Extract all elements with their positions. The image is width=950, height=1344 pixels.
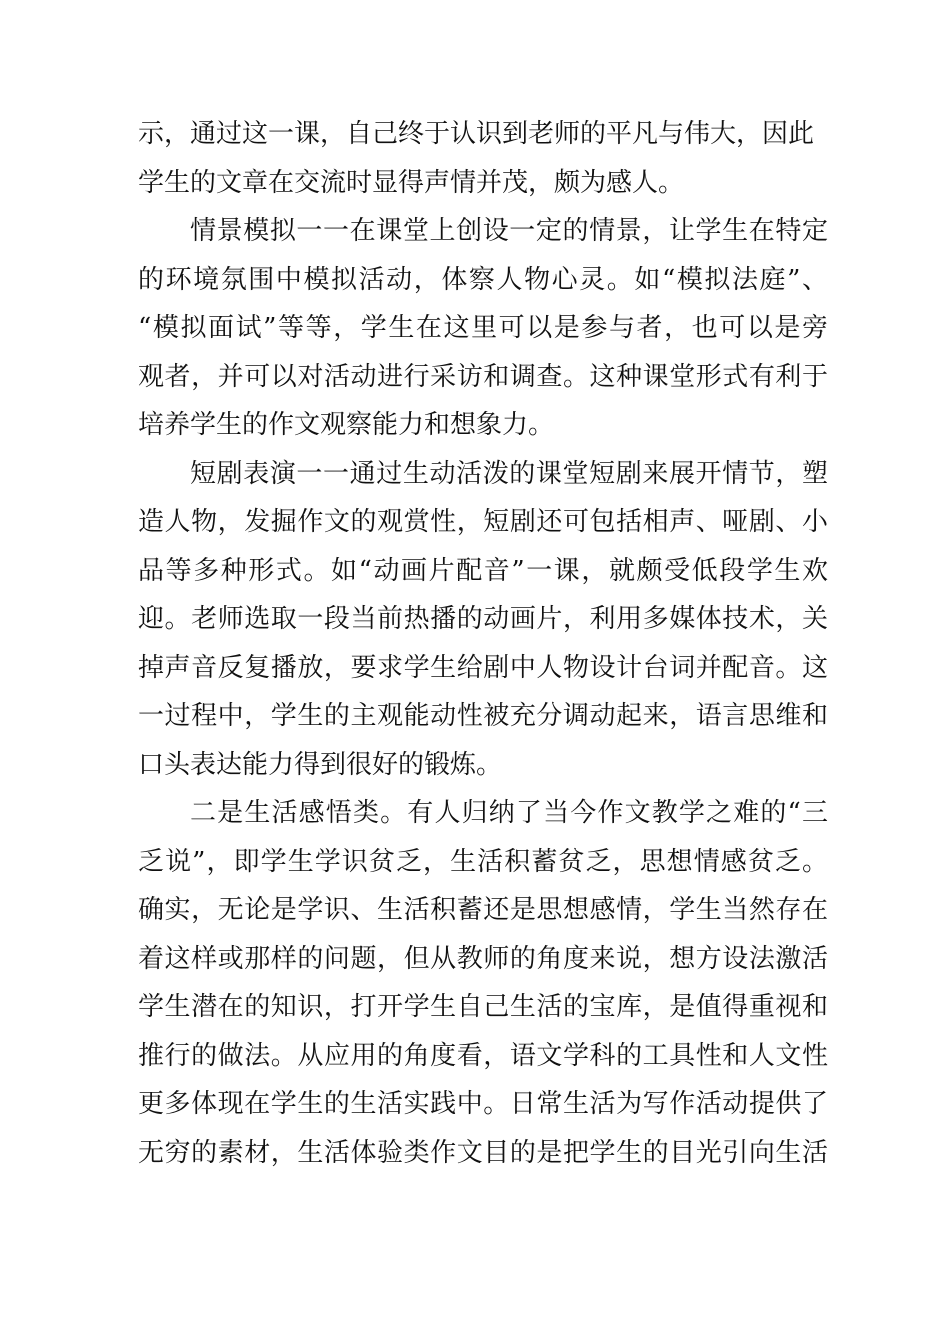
text-line: 口头表达能力得到很好的锻炼。 xyxy=(138,749,503,780)
text-line: 着这样或那样的问题，但从教师的角度来说，想方设法激活 xyxy=(138,943,828,974)
text-line: 无穷的素材，生活体验类作文目的是把学生的目光引向生活 xyxy=(138,1137,828,1168)
text-line: 学生的文章在交流时显得声情并茂，颇为感人。 xyxy=(138,167,685,198)
paragraph-first-line: 短剧表演一一通过生动活泼的课堂短剧来展开情节，塑 xyxy=(190,458,828,489)
text-line: 的环境氛围中模拟活动，体察人物心灵。如“模拟法庭”、 xyxy=(138,264,828,295)
paragraph-first-line: 二是生活感悟类。有人归纳了当今作文教学之难的“三 xyxy=(190,798,828,828)
text-line: 确实，无论是学识、生活积蓄还是思想感情，学生当然存在 xyxy=(138,895,828,925)
text-line: 更多体现在学生的生活实践中。日常生活为写作活动提供了 xyxy=(138,1089,828,1119)
text-line: “模拟面试”等等，学生在这里可以是参与者，也可以是旁 xyxy=(138,313,828,343)
text-line: 观者，并可以对活动进行采访和调查。这种课堂形式有利于 xyxy=(138,361,828,392)
text-line: 乏说”，即学生学识贫乏，生活积蓄贫乏，思想情感贫乏。 xyxy=(138,846,828,877)
text-line: 推行的做法。从应用的角度看，语文学科的工具性和人文性 xyxy=(138,1040,828,1071)
text-line: 迎。老师选取一段当前热播的动画片，利用多媒体技术，关 xyxy=(138,604,828,634)
text-line: 品等多种形式。如“动画片配音”一课，就颇受低段学生欢 xyxy=(138,555,828,586)
text-line: 学生潜在的知识，打开学生自己生活的宝库，是值得重视和 xyxy=(138,992,828,1022)
text-line: 一过程中，学生的主观能动性被充分调动起来，语言思维和 xyxy=(138,701,828,731)
paragraph-first-line: 情景模拟一一在课堂上创设一定的情景，让学生在特定 xyxy=(190,216,828,246)
text-line: 示，通过这一课，自己终于认识到老师的平凡与伟大，因此 xyxy=(138,119,815,149)
text-line: 造人物，发掘作文的观赏性，短剧还可包括相声、哑剧、小 xyxy=(138,507,828,537)
text-line: 掉声音反复播放，要求学生给剧中人物设计台词并配音。这 xyxy=(138,652,828,683)
text-line: 培养学生的作文观察能力和想象力。 xyxy=(138,410,555,440)
document-body xyxy=(138,110,828,1177)
